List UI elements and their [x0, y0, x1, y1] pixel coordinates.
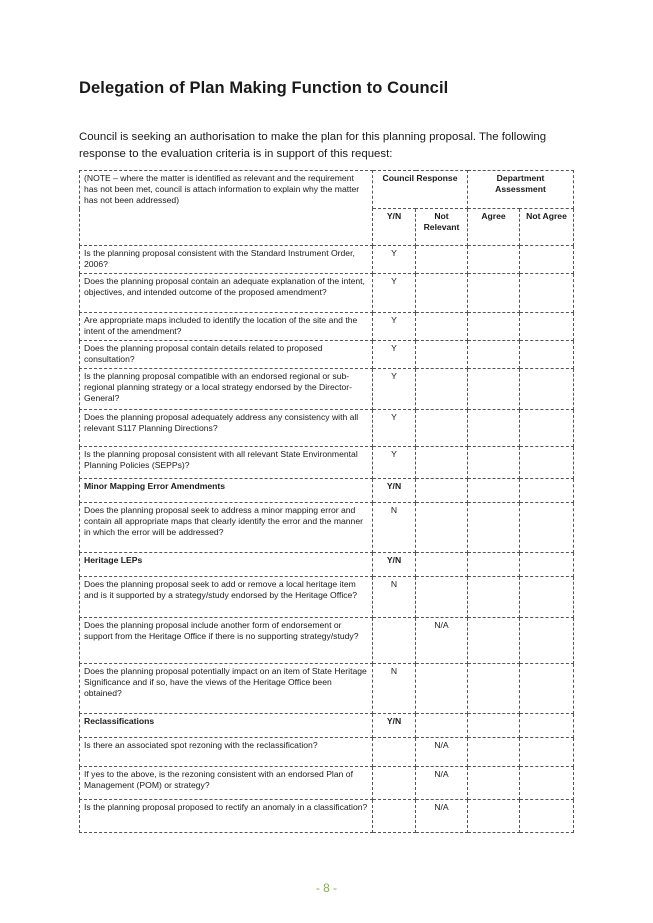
table-row [80, 341, 574, 369]
agree-cell [468, 447, 520, 479]
agree-cell [468, 800, 520, 833]
yn-cell: Y [373, 341, 416, 369]
table-body [80, 246, 574, 833]
yn-cell [373, 767, 416, 800]
criterion-text: Is the planning proposal consistent with the Standard Instrument Order, 2006? [80, 246, 373, 274]
not-agree-cell [520, 714, 574, 738]
table-row [80, 503, 574, 553]
not-agree-header: Not Agree [520, 209, 574, 246]
criterion-text: Does the planning proposal contain an adequate explanation of the intent, objectives, and intended outcome of the proposed amendment? [80, 274, 373, 313]
criterion-text: Does the planning proposal contain details related to proposed consultation? [80, 341, 373, 369]
not-agree-cell [520, 447, 574, 479]
not-relevant-cell [416, 577, 468, 618]
not-agree-cell [520, 479, 574, 503]
yn-cell: Y [373, 447, 416, 479]
criterion-text: If yes to the above, is the rezoning consistent with an endorsed Plan of Management (POM) or strategy? [80, 767, 373, 800]
table-row [80, 410, 574, 447]
department-assessment-header: Department Assessment [468, 171, 574, 209]
not-relevant-cell: N/A [416, 767, 468, 800]
criterion-text: Does the planning proposal seek to address a minor mapping error and contain all appropriate maps that clearly identify the error and the manner in which the error will be addressed? [80, 503, 373, 553]
criterion-text: Is the planning proposal compatible with an endorsed regional or sub-regional planning strategy or a local strategy endorsed by the Director-General? [80, 369, 373, 410]
yn-cell: N [373, 503, 416, 553]
table-row [80, 577, 574, 618]
not-relevant-cell [416, 313, 468, 341]
not-relevant-cell [416, 246, 468, 274]
agree-cell [468, 503, 520, 553]
section-row [80, 479, 574, 503]
page-title: Delegation of Plan Making Function to Council [79, 79, 449, 97]
not-relevant-header: Not Relevant [416, 209, 468, 246]
agree-cell [468, 664, 520, 714]
not-relevant-cell [416, 410, 468, 447]
table-row [80, 618, 574, 664]
not-relevant-cell [416, 369, 468, 410]
criterion-text: Are appropriate maps included to identify the location of the site and the intent of the amendment? [80, 313, 373, 341]
agree-cell [468, 410, 520, 447]
agree-cell [468, 767, 520, 800]
not-agree-cell [520, 577, 574, 618]
agree-cell [468, 313, 520, 341]
criterion-text: Does the planning proposal seek to add or remove a local heritage item and is it supported by a strategy/study endorsed by the Heritage Office? [80, 577, 373, 618]
agree-header: Agree [468, 209, 520, 246]
yn-cell: N [373, 664, 416, 714]
note-cell: (NOTE – where the matter is identified as relevant and the requirement has not been met, council is attach information to explain why the matter has not been addressed) [80, 171, 373, 246]
yn-cell: Y [373, 369, 416, 410]
criterion-text: Does the planning proposal adequately address any consistency with all relevant S117 Planning Directions? [80, 410, 373, 447]
table-row [80, 447, 574, 479]
criterion-text: Is the planning proposal proposed to rectify an anomaly in a classification? [80, 800, 373, 833]
not-relevant-cell [416, 447, 468, 479]
criterion-text: Does the planning proposal potentially impact on an item of State Heritage Significance and if so, have the views of the Heritage Office been obtained? [80, 664, 373, 714]
table-row [80, 664, 574, 714]
not-agree-cell [520, 274, 574, 313]
yn-cell: Y/N [373, 714, 416, 738]
agree-cell [468, 577, 520, 618]
evaluation-criteria-table [79, 170, 574, 833]
not-relevant-cell [416, 341, 468, 369]
not-agree-cell [520, 800, 574, 833]
agree-cell [468, 714, 520, 738]
not-relevant-cell [416, 714, 468, 738]
not-relevant-cell [416, 479, 468, 503]
not-agree-cell [520, 503, 574, 553]
not-agree-cell [520, 246, 574, 274]
agree-cell [468, 369, 520, 410]
yn-cell [373, 738, 416, 767]
section-heading: Minor Mapping Error Amendments [80, 479, 373, 503]
agree-cell [468, 479, 520, 503]
table-row [80, 246, 574, 274]
agree-cell [468, 341, 520, 369]
yn-cell: Y/N [373, 553, 416, 577]
yn-cell [373, 800, 416, 833]
table-row [80, 313, 574, 341]
not-agree-cell [520, 369, 574, 410]
page-number: - 8 - [315, 881, 338, 895]
section-heading: Reclassifications [80, 714, 373, 738]
table-row [80, 800, 574, 833]
not-relevant-cell [416, 274, 468, 313]
yn-cell: Y [373, 246, 416, 274]
intro-paragraph: Council is seeking an authorisation to make the plan for this planning proposal. The following response to the evaluation criteria is in support of this request: [79, 131, 547, 160]
yn-cell: Y [373, 274, 416, 313]
yn-cell: Y/N [373, 479, 416, 503]
not-agree-cell [520, 618, 574, 664]
agree-cell [468, 553, 520, 577]
table-row [80, 767, 574, 800]
yn-header: Y/N [373, 209, 416, 246]
not-relevant-cell: N/A [416, 800, 468, 833]
not-relevant-cell: N/A [416, 618, 468, 664]
not-agree-cell [520, 738, 574, 767]
not-agree-cell [520, 410, 574, 447]
table-row [80, 369, 574, 410]
criterion-text: Is the planning proposal consistent with all relevant State Environmental Planning Policies (SEPPs)? [80, 447, 373, 479]
criterion-text: Does the planning proposal include another form of endorsement or support from the Heritage Office if there is no supporting strategy/study? [80, 618, 373, 664]
table-row [80, 738, 574, 767]
agree-cell [468, 274, 520, 313]
agree-cell [468, 246, 520, 274]
not-agree-cell [520, 664, 574, 714]
section-row [80, 714, 574, 738]
section-row [80, 553, 574, 577]
yn-cell: Y [373, 313, 416, 341]
not-agree-cell [520, 767, 574, 800]
agree-cell [468, 738, 520, 767]
not-relevant-cell [416, 553, 468, 577]
agree-cell [468, 618, 520, 664]
criterion-text: Is there an associated spot rezoning with the reclassification? [80, 738, 373, 767]
not-relevant-cell [416, 503, 468, 553]
not-agree-cell [520, 313, 574, 341]
yn-cell [373, 618, 416, 664]
yn-cell: Y [373, 410, 416, 447]
table-row [80, 274, 574, 313]
not-relevant-cell [416, 664, 468, 714]
council-response-header: Council Response [373, 171, 468, 209]
not-relevant-cell: N/A [416, 738, 468, 767]
section-heading: Heritage LEPs [80, 553, 373, 577]
yn-cell: N [373, 577, 416, 618]
not-agree-cell [520, 553, 574, 577]
not-agree-cell [520, 341, 574, 369]
